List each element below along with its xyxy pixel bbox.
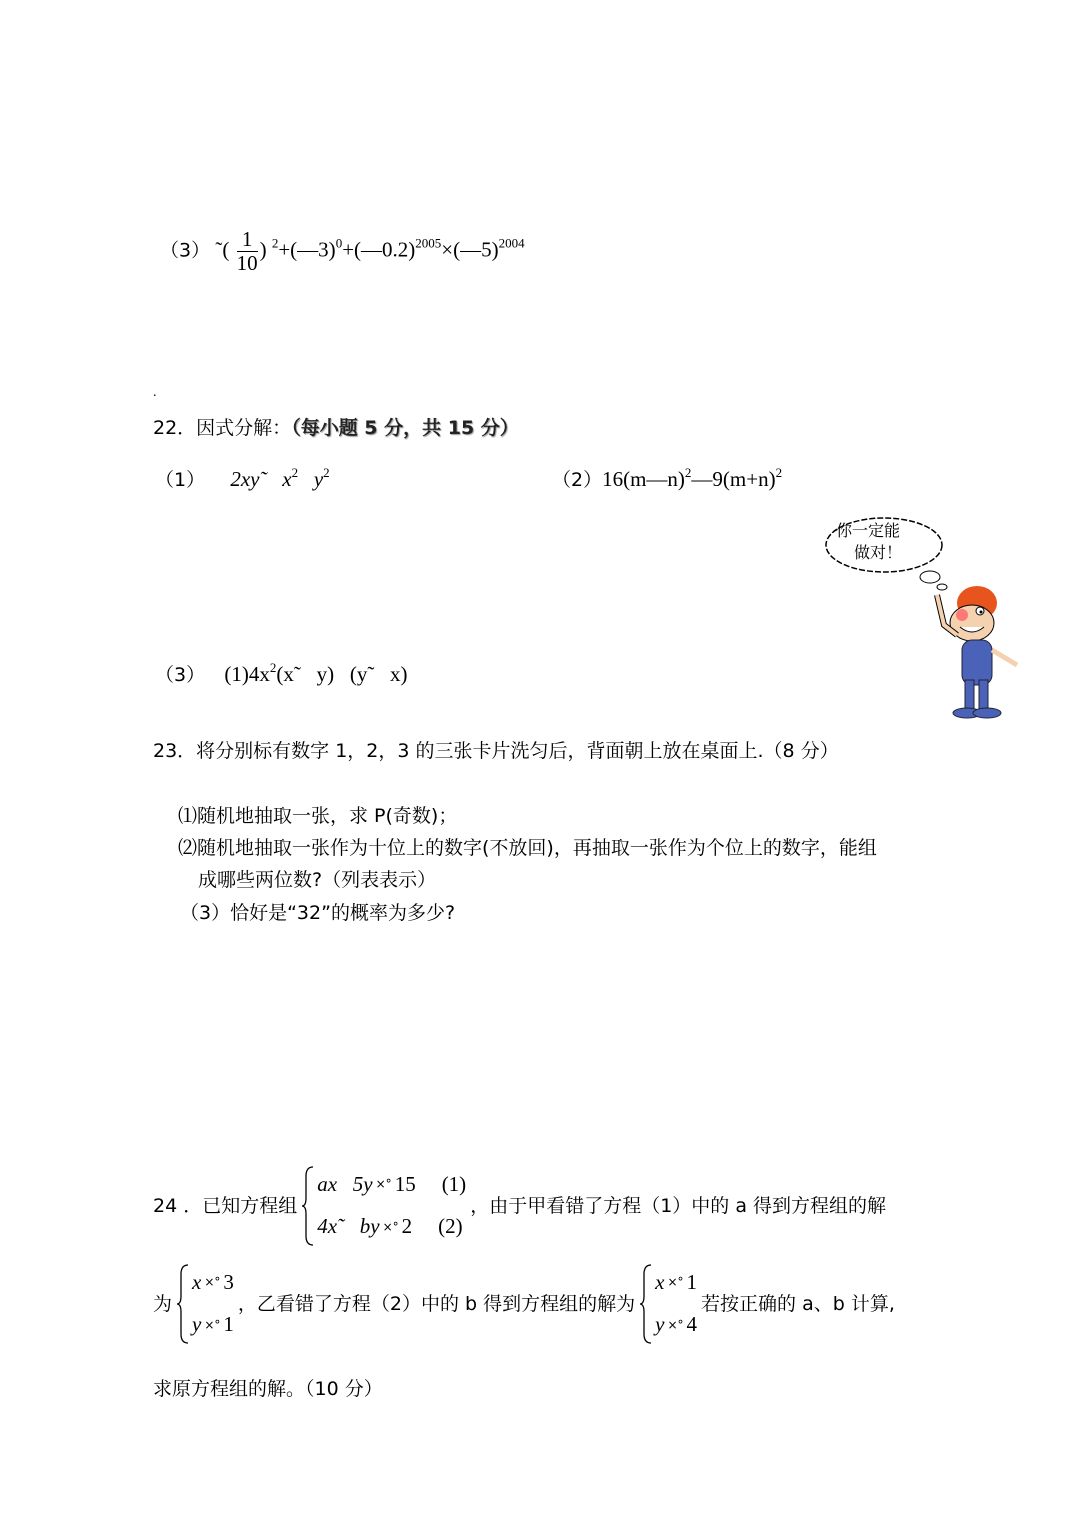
expression: y <box>298 467 324 491</box>
value: 1 <box>686 1270 698 1294</box>
exponent: 2004 <box>498 235 525 251</box>
equation-1 <box>317 1168 466 1202</box>
rhs: 15 <box>394 1172 416 1196</box>
q21-item3 <box>160 228 525 275</box>
variable: x <box>192 1270 202 1294</box>
q23-item: ⑵随机地抽取一张作为十位上的数字(不放回)，再抽取一张作为个位上的数字，能组 <box>178 837 877 859</box>
solution-1-y <box>192 1308 234 1342</box>
symbol: ×° <box>667 1275 684 1290</box>
denominator: 10 <box>236 251 258 276</box>
variable: y <box>655 1312 665 1337</box>
q24-text: 求原方程组的解。（10 分） <box>153 1378 383 1400</box>
item-label: （3） <box>160 239 211 262</box>
exponent: 2 <box>271 235 279 251</box>
term: +(—0.2) <box>342 237 416 262</box>
value: 4 <box>686 1312 698 1337</box>
exponent: 2005 <box>415 235 442 251</box>
expression: (1)4x <box>224 662 270 686</box>
symbol: ×° <box>204 1317 221 1332</box>
tilde: ˜ <box>215 237 223 262</box>
speech-bubble-text: 你一定能 <box>836 521 901 540</box>
solution-set-1 <box>176 1264 234 1344</box>
solution-set-2 <box>639 1264 697 1344</box>
variable: x <box>655 1270 665 1294</box>
lhs: ax 5y <box>317 1172 373 1196</box>
item-label: （1） <box>155 469 206 491</box>
expression: 16(m—n) <box>602 467 685 491</box>
q22-title <box>153 417 519 438</box>
symbol: ×° <box>382 1219 399 1234</box>
item-label: （3） <box>155 664 206 686</box>
exponent: 2 <box>684 465 692 480</box>
solution-2-x <box>655 1266 697 1300</box>
equation-tag: (1) <box>441 1172 467 1196</box>
symbol: ×° <box>667 1317 684 1332</box>
equation-2 <box>317 1210 466 1244</box>
exponent: 2 <box>775 465 783 480</box>
term: +(—3) <box>278 237 336 262</box>
q22-item1 <box>155 466 330 490</box>
paren: ) <box>259 237 267 262</box>
expression: —9(m+n) <box>691 467 776 491</box>
paren: ( <box>222 237 230 262</box>
expression: (x˜ y) (y˜ x) <box>276 662 408 686</box>
solution-2-y <box>655 1308 697 1342</box>
symbol: ×° <box>375 1177 392 1192</box>
speech-bubble-text: 做对！ <box>854 543 903 562</box>
brace-icon <box>176 1264 190 1344</box>
value: 1 <box>223 1312 234 1337</box>
term: ×(—5) <box>441 237 499 262</box>
q24-prefix: 24 ．已知方程组 <box>153 1194 298 1217</box>
q24-text: ，由于甲看错了方程（1）中的 a 得到方程组的解 <box>470 1194 886 1217</box>
cartoon-illustration <box>822 515 1032 725</box>
q23-item: ⑴随机地抽取一张，求 P(奇数)； <box>178 805 458 827</box>
solution-1-x <box>192 1266 234 1300</box>
equation-tag: (2) <box>438 1214 463 1239</box>
question-title: 22．因式分解： <box>153 417 292 439</box>
item-label: （2） <box>552 469 603 491</box>
exponent: 2 <box>291 465 299 480</box>
variable: y <box>192 1312 202 1337</box>
symbol: ×° <box>204 1275 221 1290</box>
exponent: 2 <box>269 660 277 675</box>
numerator: 1 <box>237 228 258 252</box>
brace-icon <box>301 1166 315 1246</box>
q23-item: 成哪些两位数?（列表表示） <box>198 869 437 891</box>
rhs: 2 <box>401 1214 413 1239</box>
expression: 2xy˜ x <box>230 467 292 491</box>
q24-text: 若按正确的 a、b 计算, <box>701 1292 895 1315</box>
stray-dot: . <box>153 385 157 400</box>
q22-item3 <box>155 661 408 685</box>
q23-item: （3）恰好是“32”的概率为多少? <box>180 902 456 924</box>
q23-title: 23．将分别标有数字 1，2，3 的三张卡片洗匀后，背面朝上放在桌面上.（8 分） <box>153 740 839 762</box>
exponent: 2 <box>323 465 330 480</box>
brace-icon <box>639 1264 653 1344</box>
value: 3 <box>223 1270 234 1294</box>
points: （每小题 5 分，共 15 分） <box>291 417 519 439</box>
exponent: 0 <box>335 235 343 251</box>
q24-line1 <box>153 1166 1013 1246</box>
q24-line2 <box>153 1264 1013 1344</box>
q24-text: 为 <box>153 1292 173 1315</box>
fraction <box>237 228 258 275</box>
equation-system <box>301 1166 466 1246</box>
lhs: 4x˜ by <box>317 1214 380 1239</box>
q24-text: ，乙看错了方程（2）中的 b 得到方程组的解为 <box>237 1292 636 1315</box>
q22-item2 <box>552 466 782 490</box>
